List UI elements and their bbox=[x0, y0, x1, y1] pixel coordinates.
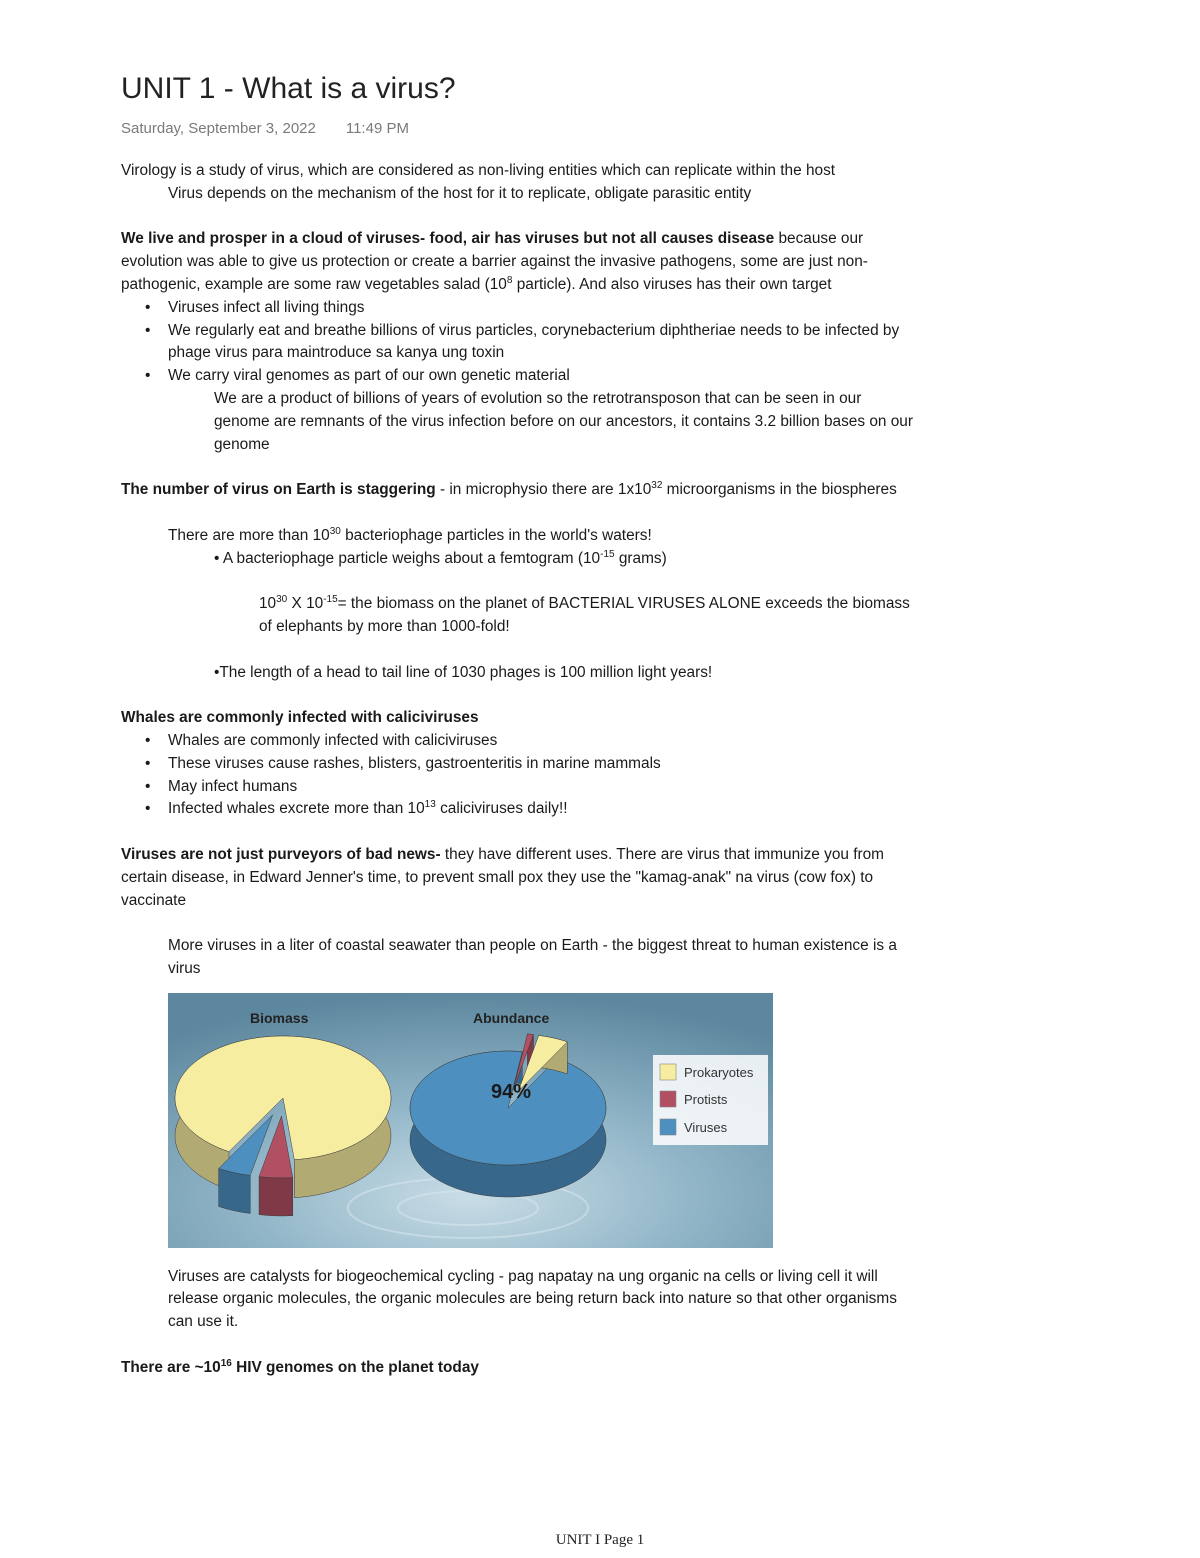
biomass-protists-slice-side bbox=[259, 1176, 293, 1215]
legend-swatch-prokaryotes bbox=[660, 1064, 676, 1080]
list-item: • We regularly eat and breathe billions of virus particles, corynebacterium diphtheriae needs to be infected by phage virus para maintroduce sa kanya ung toxin bbox=[168, 320, 921, 366]
page-date: Saturday, September 3, 2022 bbox=[121, 120, 316, 137]
intro-paragraph: Virology is a study of virus, which are considered as non-living entities which can replicate within the host bbox=[121, 162, 836, 179]
list-item: • These viruses cause rashes, blisters, gastroenteritis in marine mammals bbox=[168, 753, 921, 776]
list-item: • Infected whales excrete more than $10^{13}$ caliciviruses daily!! bbox=[168, 798, 921, 821]
phage-count-line: There are more than $10^{30}$ bacteriophage particles in the world's waters! bbox=[168, 525, 652, 544]
page-meta bbox=[121, 120, 409, 137]
chart-legend bbox=[653, 1055, 768, 1145]
legend-label-protists: Protists bbox=[684, 1091, 728, 1107]
cloud-heading: We live and prosper in a cloud of viruses- food, air has viruses but not all causes disease bbox=[121, 230, 775, 248]
cycling-paragraph: Viruses are catalysts for biogeochemical cycling - pag napatay na ung organic na cells or living cell it will release organic molecules, the organic molecules are being return back into nature so that other organisms can use it. bbox=[168, 1267, 897, 1331]
cloud-sub-note: We are a product of billions of years of evolution so the retrotransposon that can be seen in our genome are remnants of the virus infection before on our ancestors, it contains 3.2 billion bases on our genome bbox=[214, 389, 913, 453]
list-item: • May infect humans bbox=[168, 776, 921, 799]
intro-subline: Virus depends on the mechanism of the host for it to replicate, obligate parasitic entity bbox=[168, 184, 752, 202]
hiv-line: There are $\sim 10^{16}$ HIV genomes on the planet today bbox=[121, 1357, 479, 1376]
cloud-paragraph: We live and prosper in a cloud of viruses- food, air has viruses but not all causes disease because our evolution was able to give us protection or create a barrier against the invasive pathogens, some are just non-pathogenic, example are some raw vegetables salad ($10^8$ particle). And also viruses has their own target bbox=[121, 230, 868, 293]
seawater-paragraph: More viruses in a liter of coastal seawater than people on Earth - the biggest threat to human existence is a virus bbox=[168, 937, 897, 977]
whales-bullet-list bbox=[121, 730, 921, 821]
abundance-percent-label: 94% bbox=[491, 1080, 532, 1103]
uses-paragraph: Viruses are not just purveyors of bad news- they have different uses. There are virus that immunize you from certain disease, in Edward Jenner's time, to prevent small pox they use the "kamag-anak" na virus (cow fox) to vaccinate bbox=[121, 845, 884, 909]
phage-length-line: •The length of a head to tail line of 1030 phages is 100 million light years! bbox=[214, 663, 713, 681]
whales-heading: Whales are commonly infected with caliciviruses bbox=[121, 709, 479, 727]
page-title: UNIT 1 - What is a virus? bbox=[121, 72, 456, 105]
page-footer: UNIT I Page 1 bbox=[555, 1532, 645, 1548]
abundance-title: Abundance bbox=[473, 1009, 550, 1026]
legend-label-prokaryotes: Prokaryotes bbox=[684, 1064, 754, 1080]
page-time: 11:49 PM bbox=[345, 120, 409, 137]
biomass-calculation: $10^{30}$ X $10^{-15}=$ the biomass on the planet of BACTERIAL VIRUSES ALONE exceeds the biomass of elephants by more than 1000-fold! bbox=[259, 594, 910, 635]
legend-label-viruses: Viruses bbox=[684, 1119, 728, 1135]
biomass-viruses-slice-side bbox=[219, 1168, 251, 1213]
list-item: • Whales are commonly infected with caliciviruses bbox=[168, 730, 921, 753]
list-item: • Viruses infect all living things bbox=[168, 297, 921, 320]
abundance-viruses-slice bbox=[410, 1051, 606, 1165]
pie-chart-svg bbox=[168, 993, 773, 1248]
biomass-title: Biomass bbox=[250, 1009, 309, 1026]
biomass-abundance-figure bbox=[168, 993, 773, 1248]
note-body bbox=[121, 160, 921, 1380]
phage-weight-line: • A bacteriophage particle weighs about a femtogram ($10^{-15}$ grams) bbox=[214, 548, 667, 567]
legend-swatch-protists bbox=[660, 1091, 676, 1107]
uses-heading: Viruses are not just purveyors of bad news- bbox=[121, 845, 441, 863]
legend-swatch-viruses bbox=[660, 1119, 676, 1135]
number-paragraph: The number of virus on Earth is staggering - in microphysio there are $1x10^{32}$ microorganisms in the biospheres bbox=[121, 480, 897, 499]
cloud-bullet-list bbox=[121, 297, 921, 388]
number-heading: The number of virus on Earth is staggering bbox=[121, 481, 436, 499]
list-item: • We carry viral genomes as part of our own genetic material bbox=[168, 365, 921, 388]
